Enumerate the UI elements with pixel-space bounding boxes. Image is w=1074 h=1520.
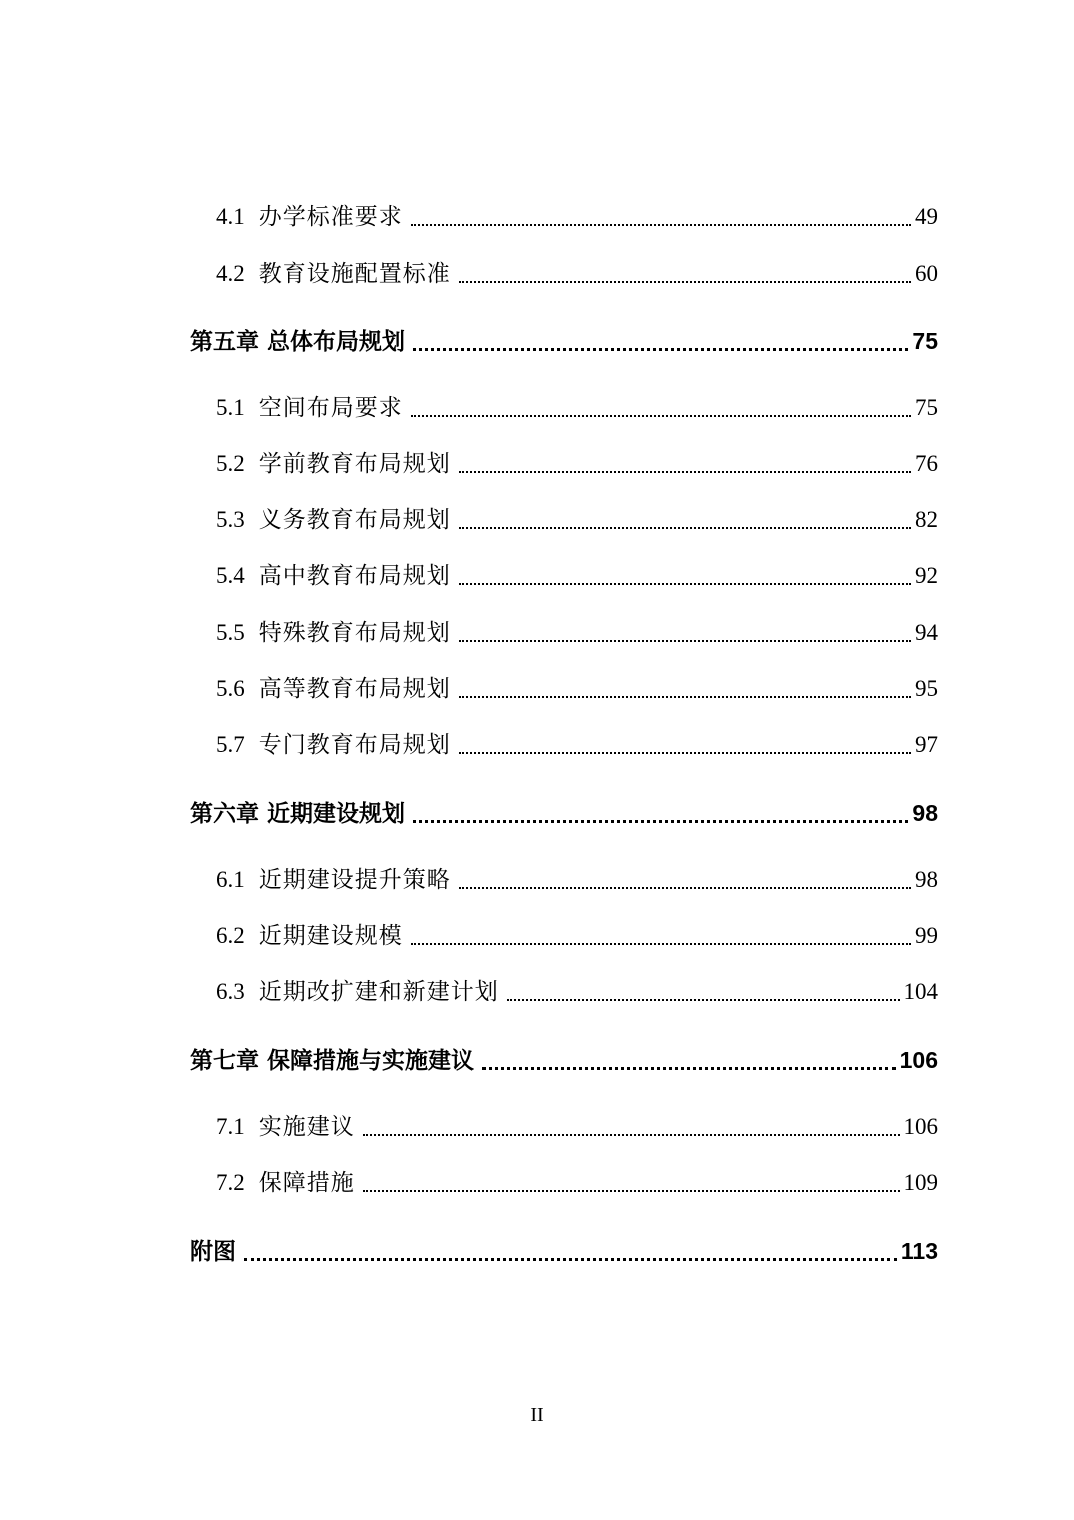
toc-chapter-7[interactable] [190,1042,938,1078]
toc-entry-4-1[interactable] [216,200,938,234]
toc-entry-page: 106 [903,1114,938,1139]
toc-entry-number: 5.6 [216,676,245,701]
toc-chapter-page: 75 [912,328,938,354]
toc-entry-title: 教育设施配置标准 [258,261,451,287]
page-number: II [530,1404,544,1426]
toc-entry-number: 5.1 [216,395,245,420]
dot-leader [411,943,911,945]
toc-entry-number: 5.3 [216,507,245,532]
dot-leader [459,752,911,754]
toc-entry-number: 6.2 [216,923,245,948]
toc-entry-page: 109 [903,1170,938,1195]
toc-entry-title: 专门教育布局规划 [258,732,451,758]
dot-leader [413,820,908,823]
toc-chapter-title: 第五章 总体布局规划 [190,329,406,355]
toc-entry-title: 近期改扩建和新建计划 [258,979,499,1005]
dot-leader [459,696,911,698]
toc-entry-number: 4.2 [216,261,245,286]
toc-entry-number: 5.2 [216,451,245,476]
dot-leader [363,1134,900,1136]
toc-chapter-page: 113 [900,1238,938,1264]
toc-chapter-title: 附图 [190,1239,236,1265]
toc-entry-6-2[interactable] [216,919,938,953]
toc-entry-page: 82 [915,507,938,532]
toc-chapter-title: 第六章 近期建设规划 [190,801,406,827]
toc-entry-6-3[interactable] [216,975,938,1009]
dot-leader [413,348,908,351]
toc-entry-number: 6.1 [216,867,245,892]
dot-leader [507,999,900,1001]
toc-entry-5-5[interactable] [216,616,938,650]
toc-entry-page: 76 [915,451,938,476]
toc-entry-number: 5.4 [216,563,245,588]
toc-entry-title: 空间布局要求 [258,395,403,421]
toc-entry-5-7[interactable] [216,728,938,762]
toc-entry-number: 6.3 [216,979,245,1004]
toc-entry-title: 保障措施 [258,1170,355,1196]
toc-entry-5-4[interactable] [216,559,938,593]
toc-entry-title: 特殊教育布局规划 [258,620,451,646]
toc-appendix[interactable] [190,1233,938,1269]
toc-entry-title: 近期建设规模 [258,923,403,949]
dot-leader [411,415,911,417]
toc-entry-page: 97 [915,732,938,757]
toc-entry-5-2[interactable] [216,447,938,481]
dot-leader [459,527,911,529]
toc-entry-5-6[interactable] [216,672,938,706]
toc-entry-title: 办学标准要求 [258,204,403,230]
toc-entry-page: 98 [915,867,938,892]
toc-entry-number: 7.2 [216,1170,245,1195]
toc-entry-title: 实施建议 [258,1114,355,1140]
dot-leader [459,471,911,473]
toc-entry-page: 75 [915,395,938,420]
toc-chapter-6[interactable] [190,795,938,831]
toc-entry-6-1[interactable] [216,863,938,897]
toc-entry-number: 4.1 [216,204,245,229]
dot-leader [459,281,911,283]
toc-entry-title: 高中教育布局规划 [258,563,451,589]
toc-chapter-5[interactable] [190,323,938,359]
toc-entry-title: 学前教育布局规划 [258,451,451,477]
dot-leader [459,640,911,642]
toc-entry-page: 95 [915,676,938,701]
toc-chapter-page: 106 [899,1047,938,1073]
toc-entry-page: 60 [915,261,938,286]
dot-leader [459,887,911,889]
toc-entry-page: 49 [915,204,938,229]
toc-entry-title: 近期建设提升策略 [258,867,451,893]
toc-entry-7-2[interactable] [216,1166,938,1200]
toc-chapter-title: 第七章 保障措施与实施建议 [190,1048,475,1074]
toc-entry-page: 104 [903,979,938,1004]
toc-entry-number: 5.5 [216,620,245,645]
dot-leader [244,1258,897,1261]
dot-leader [482,1067,896,1070]
toc-entry-4-2[interactable] [216,257,938,291]
toc-entry-5-3[interactable] [216,503,938,537]
toc-entry-page: 99 [915,923,938,948]
toc-entry-number: 7.1 [216,1114,245,1139]
toc-entry-7-1[interactable] [216,1110,938,1144]
dot-leader [459,583,911,585]
toc-entry-title: 高等教育布局规划 [258,676,451,702]
toc-entry-page: 92 [915,563,938,588]
toc-entry-page: 94 [915,620,938,645]
toc-entry-title: 义务教育布局规划 [258,507,451,533]
toc-entry-5-1[interactable] [216,391,938,425]
dot-leader [411,224,911,226]
toc-entry-number: 5.7 [216,732,245,757]
toc-chapter-page: 98 [912,800,938,826]
dot-leader [363,1190,900,1192]
